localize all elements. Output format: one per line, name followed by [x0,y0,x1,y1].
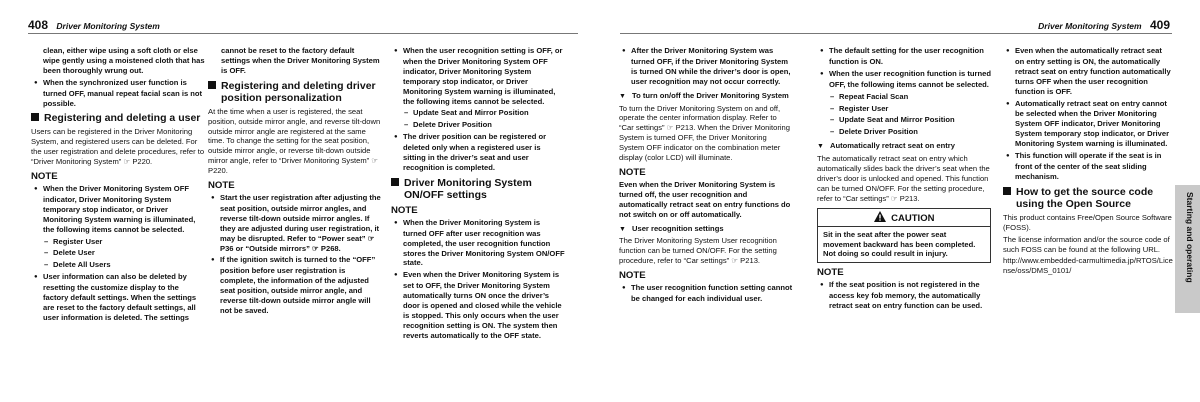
page-number-right: 409 [1149,18,1170,32]
bullet-item: ● When the user recognition function is turned OFF, the following items cannot be selected. [817,69,991,90]
bullet-item: ● When the user recognition setting is OFF, or when the Driver Monitoring System OFF indicator, Driver Monitoring System temporary stop indicator, or Driver Monitoring System warning is illuminated, the following items cannot be selected. [391,46,565,106]
left-page-header [28,18,160,34]
note-heading: NOTE [31,171,58,183]
note-heading: NOTE [817,267,844,279]
note-bullet: ● When the Driver Monitoring System is turned OFF after user recognition was completed, the user recognition function stores the Driver Monitoring System ON/OFF state. [391,218,565,269]
list-item: – Repeat Facial Scan [817,92,991,102]
bullet-item: ● The default setting for the user recognition function is ON. [817,46,991,67]
subsection-title: ▼ User recognition settings [619,224,793,235]
url-text: http://www.embedded-carmultimedia.jp/RTOS/License/oss/DMS_0101/ [1003,256,1173,276]
text-lead: clean, either wipe using a soft cloth or else wipe gently using a moistened cloth that has been thoroughly wrung out. [43,46,205,75]
p408-column-3 [391,46,565,343]
body-text: The Driver Monitoring System User recognition function can be turned ON/OFF. For the setting procedure, refer to “Car settings” ☞ P213. [619,236,777,266]
list-item: – Register User [31,237,205,247]
list-item: – Update Seat and Mirror Position [817,115,991,125]
p409-column-3 [1003,46,1173,278]
caution-text: Sit in the seat after the power seat movement backward has been completed. Not doing so could result in injury. [823,229,976,259]
note-text: Even when the Driver Monitoring System is turned off, the user recognition and automatically retract seat on entry functions do not switch on or off automatically. [619,179,791,219]
header-title-left: Driver Monitoring System [56,21,160,31]
note-heading: NOTE [208,180,235,192]
body-text: This product contains Free/Open Source Software (FOSS). [1003,212,1172,232]
list-item: – Delete User [31,248,205,258]
note-bullet: ● User information can also be deleted by resetting the customize display to the factory default settings. When the settings are reset to the factory default settings, all user information is deleted. The settings [31,272,205,323]
note-bullet: ● If the seat position is not registered in the access key fob memory, the automatically retract seat on entry function can be used. [817,280,991,311]
list-item: – Update Seat and Mirror Position [391,108,565,118]
section-title: How to get the source code using the Open Source [1003,186,1173,210]
header-title-right: Driver Monitoring System [1038,21,1142,31]
note-bullet: ● If the ignition switch is turned to the “OFF” position before user registration is complete, the information of the adjusted seat position, outside mirror angle, and reverse tilt-down outside mirror angle will not be saved. [208,255,382,315]
list-item: – Delete Driver Position [817,127,991,137]
list-item: – Register User [817,104,991,114]
body-text: Users can be registered in the Driver Monitoring System, and registered users can be deleted. For the user registration and delete procedures, refer to “Driver Monitoring System” ☞ P220. [31,127,205,167]
header-rule-right [620,33,1172,34]
body-text: To turn the Driver Monitoring System on and off, operate the center information display. Refer to “Car settings” ☞ P213. When the Driver Monitoring System is turned OFF, the Driver Monitoring System OFF indicator on the combination meter display (color LCD) will illuminate. [619,103,790,163]
text-lead: cannot be reset to the factory default settings when the Driver Monitoring System is OFF. [221,46,380,75]
caution-box [817,208,991,264]
caution-title: CAUTION [891,212,935,224]
body-text: The automatically retract seat on entry which automatically slides back the driver’s seat when the driver’s door is unlocked and opened. This function can be turned ON/OFF. For the setting procedure, refer to “Car settings” ☞ P213. [817,154,990,203]
warning-icon [874,211,886,222]
list-item: – Delete All Users [31,260,205,270]
note-heading: NOTE [619,166,646,178]
subsection-title: ▼ Automatically retract seat on entry [817,141,991,152]
note-bullet: ● Even when the Driver Monitoring System is set to OFF, the Driver Monitoring System automatically turns ON once the driver’s door is opened and closed while the vehicle is stopped. This only occurs when the user recognition setting is ON. The system then reverts automatically to the OFF state. [391,270,565,340]
side-tab-label: Starting and operating [1185,192,1195,283]
note-bullet: ● Start the user registration after adjusting the seat position, outside mirror angles, and reverse tilt-down outside mirror angles. If they are adjusted during user registration, it may be disrupted. Refer to “Power seat” ☞ P36 or “Outside mirrors” ☞ P268. [208,193,382,253]
section-title: Registering and deleting driver position personalization [208,80,382,104]
p408-column-1 [31,46,205,325]
bullet-item: ● After the Driver Monitoring System was turned OFF, if the Driver Monitoring System is turned ON while the driver’s door is open, user recognition may not occur correctly. [619,46,793,87]
bullet-item: ● This function will operate if the seat is in front of the center of the seat sliding mechanism. [1003,151,1173,182]
list-item: – Delete Driver Position [391,120,565,130]
bullet-item: ● When the synchronized user function is turned OFF, manual repeat facial scan is not possible. [31,78,205,109]
bullet-item: ● The driver position can be registered or deleted only when a registered user is sitting in the driver’s seat and user recognition is completed. [391,132,565,173]
section-title: Registering and deleting a user [31,112,205,124]
bullet-item: ● Automatically retract seat on entry cannot be selected when the Driver Monitoring System OFF indicator, Driver Monitoring System temporary stop indicator, or Driver Monitoring System warning is illuminated. [1003,99,1173,150]
caution-title-bar [818,209,990,227]
bullet-item: ● Even when the automatically retract seat on entry setting is ON, the automatically retract seat on entry function automatically turns OFF when the user recognition function is OFF. [1003,46,1173,97]
note-heading: NOTE [391,204,418,216]
body-text: The license information and/or the source code of such FOSS can be found at the following URL. [1003,234,1170,254]
note-bullet: ● When the Driver Monitoring System OFF indicator, Driver Monitoring System temporary stop indicator, or Driver Monitoring System warning is illuminated, the following items cannot be selected. [31,184,205,235]
subsection-title: ▼ To turn on/off the Driver Monitoring System [619,91,793,102]
p408-column-2 [208,46,382,318]
section-title: Driver Monitoring System ON/OFF settings [391,177,565,201]
note-bullet: ● The user recognition function setting cannot be changed for each individual user. [619,283,793,304]
body-text: At the time when a user is registered, the seat position, outside mirror angle, and reverse tilt-down outside mirror angle are registered at the same time. To change the setting for the seat position, outside mirror angle, or reverse tilt-down outside mirror angle, refer to “Driver Monitoring System” ☞ P220. [208,106,381,176]
p409-column-2 [817,46,991,313]
note-heading: NOTE [619,270,646,282]
page-number-left: 408 [28,18,49,32]
right-page-header [1038,18,1170,34]
p409-column-1 [619,46,793,306]
header-rule-left [28,33,578,34]
